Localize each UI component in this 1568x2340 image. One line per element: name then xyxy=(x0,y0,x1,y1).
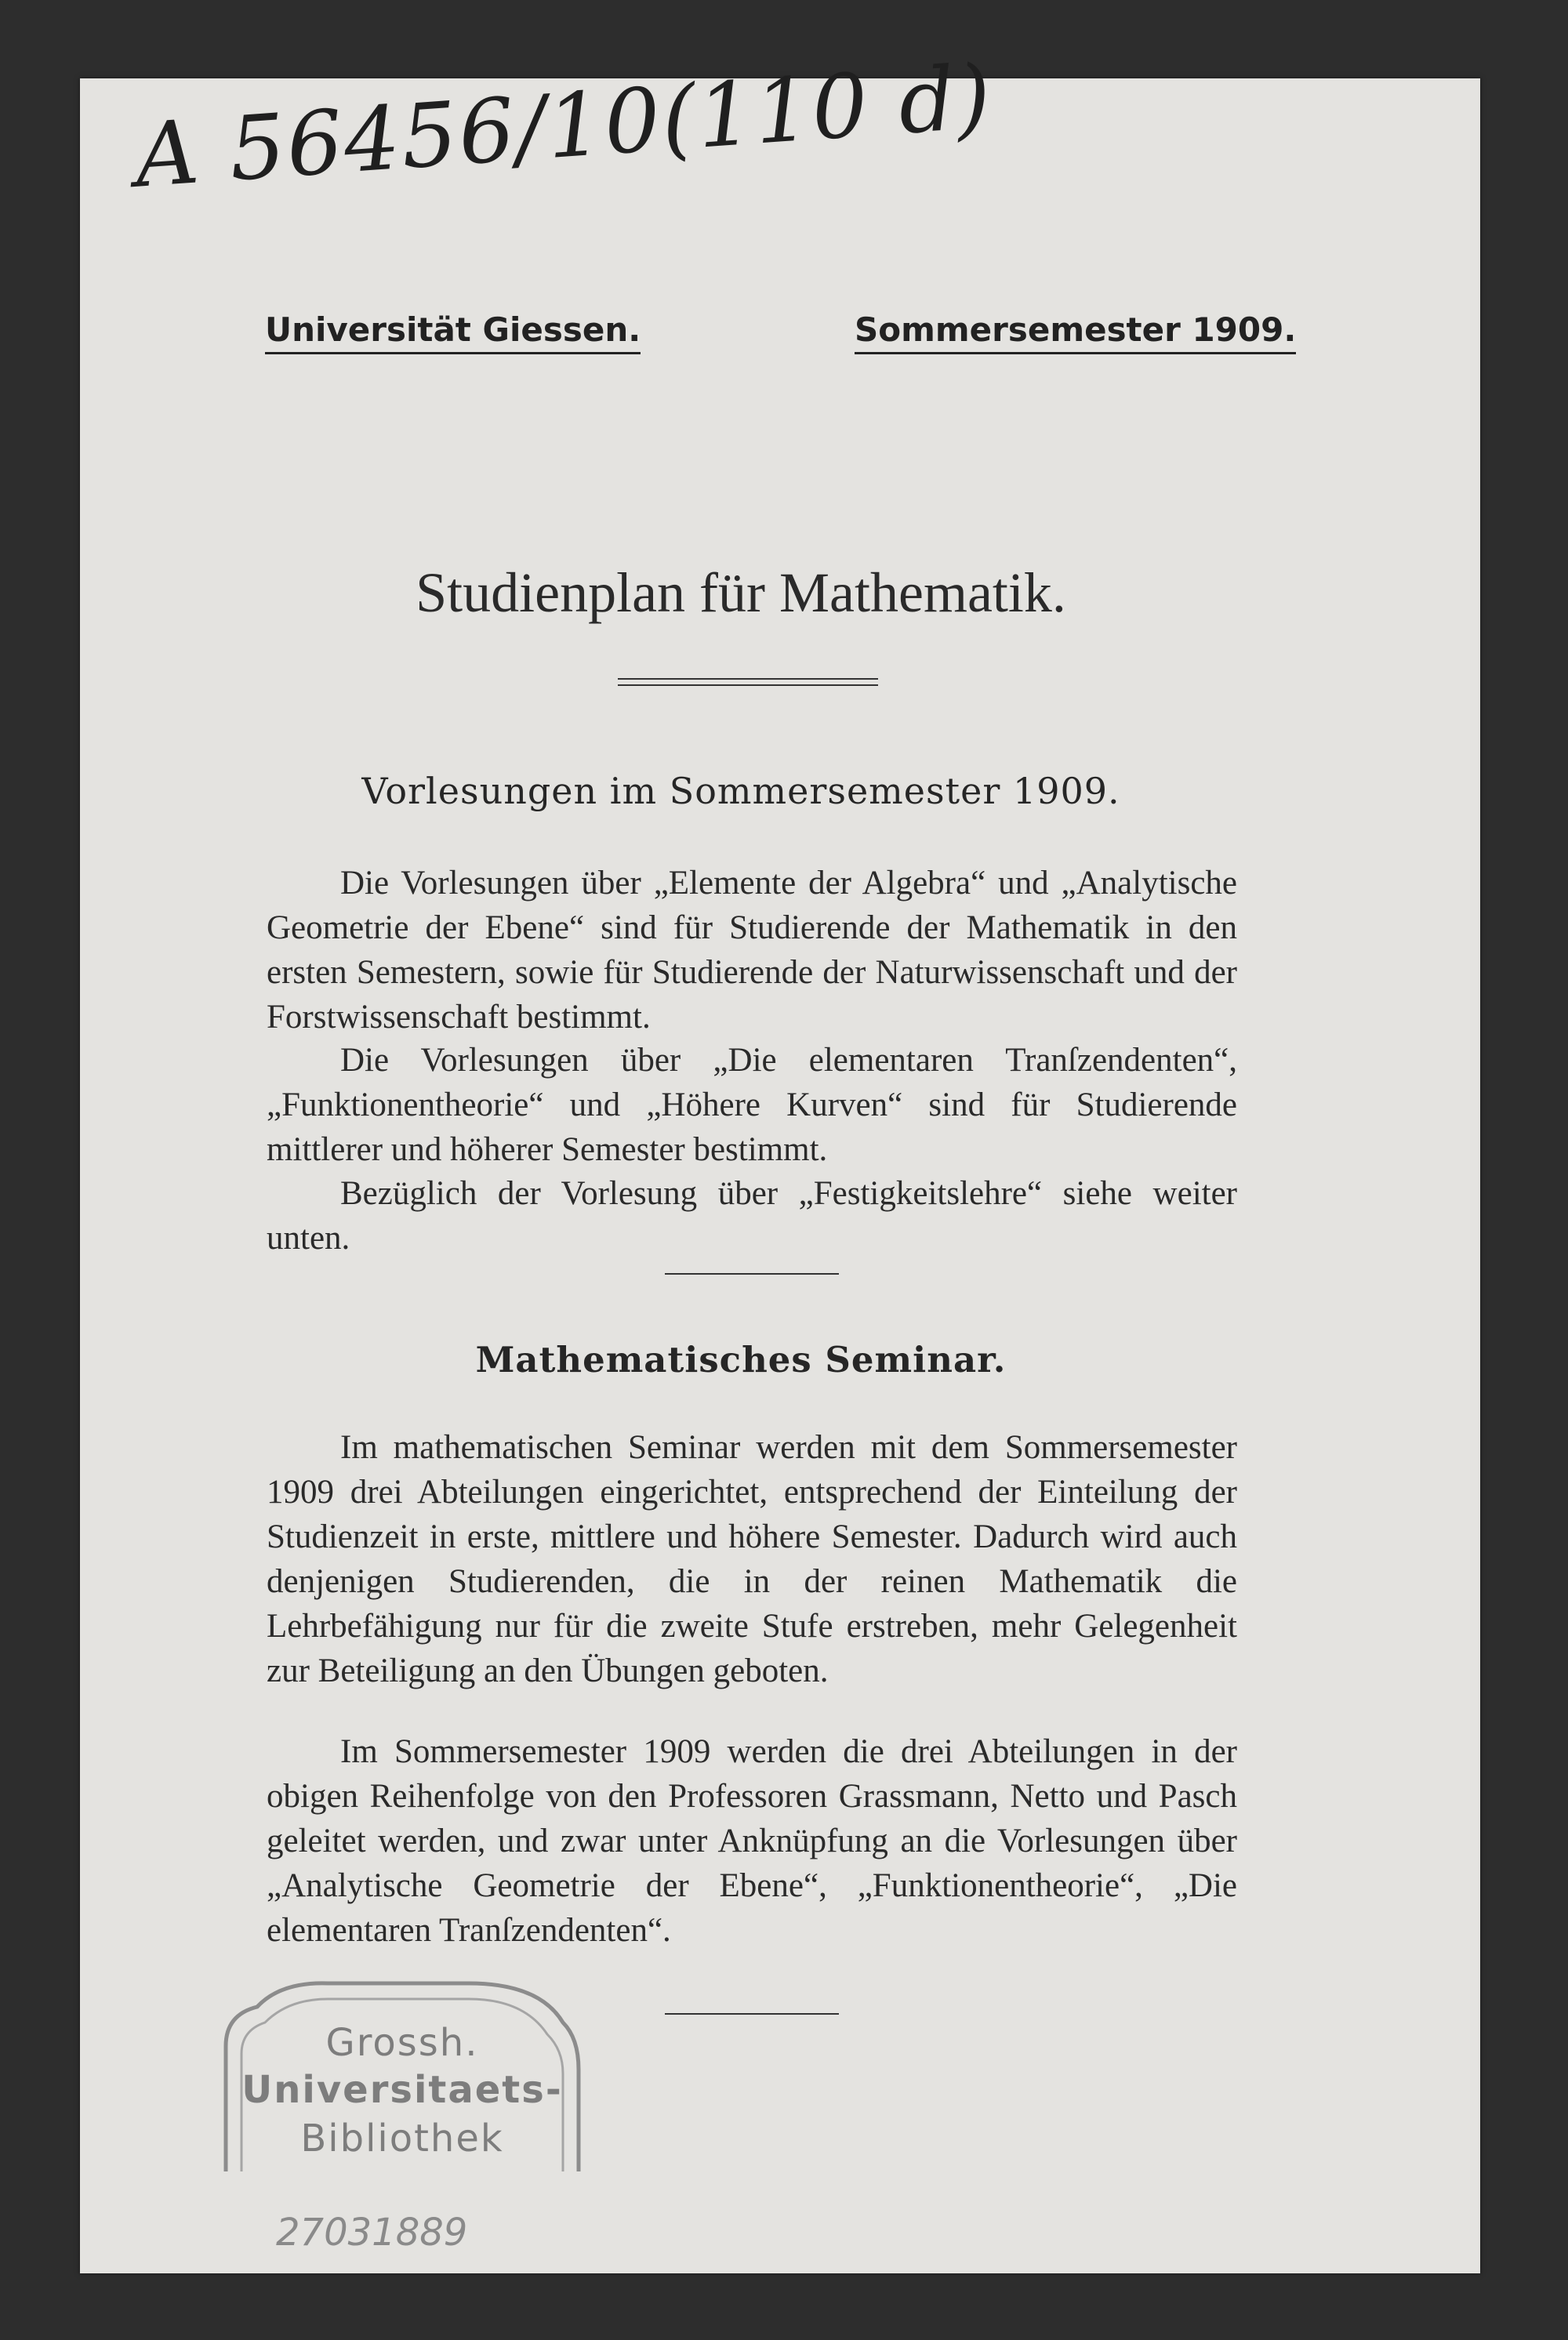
section-divider xyxy=(665,1273,839,1275)
paragraph-seminar-professoren: Im Sommersemester 1909 werden die drei Abteilungen in der obigen Reihenfolge von den Professoren Grassmann, Netto und Pasch geleitet werden, und zwar unter Anknüpfung an die Vorlesungen über „Analytische Geometrie der Ebene“, „Funktionentheorie“, „Die elementaren Tranſzendenten“. xyxy=(267,1733,1237,1949)
page-title: Studienplan für Mathematik. xyxy=(416,561,1066,624)
paragraph-seminar-abteilungen: Im mathematischen Seminar werden mit dem Sommersemester 1909 drei Abteilungen eingerichtet, entsprechend der Einteilung der Studienzeit in erste, mittlere und höhere Semester. Dadurch wird auch denjenigen Studierenden, die in der reinen Mathematik die Lehrbefähigung nur für die zweite Stufe erstreben, mehr Gelegenheit zur Beteiligung an den Übungen geboten. xyxy=(267,1429,1237,1689)
handwritten-signature: A 56456/10(110 d) xyxy=(132,45,996,208)
paragraph-festigkeitslehre: Bezüglich der Vorlesung über „Festigkeitslehre“ siehe weiter unten. xyxy=(267,1175,1237,1257)
paragraph-algebra: Die Vorlesungen über „Elemente der Algebra“ und „Analytische Geometrie der Ebene“ sind für Studierende der Mathematik in den ersten Semestern, sowie für Studierende der Naturwissenschaft und der Forstwissenschaft bestimmt. xyxy=(267,865,1237,1036)
accession-number: 27031889 xyxy=(276,2211,468,2255)
section-heading-vorlesungen: Vorlesungen im Sommersemester 1909. xyxy=(361,770,1120,812)
stamp-line-universitaets: Universitaets- xyxy=(241,2068,563,2112)
university-header: Universität Giessen. xyxy=(265,310,641,354)
closing-divider xyxy=(665,2013,839,2015)
stamp-line-grossh: Grossh. xyxy=(325,2021,479,2065)
stamp-line-bibliothek: Bibliothek xyxy=(300,2117,504,2160)
paragraph-transzendenten: Die Vorlesungen über „Die elementaren Tranſzendenten“, „Funktionentheorie“ und „Höhere Kurven“ sind für Studierende mittlerer und höherer Semester bestimmt. xyxy=(267,1042,1237,1168)
section-heading-seminar: Mathematisches Seminar. xyxy=(475,1339,1007,1380)
title-divider xyxy=(618,678,878,686)
semester-header: Sommersemester 1909. xyxy=(855,310,1296,354)
library-stamp xyxy=(210,1975,594,2179)
